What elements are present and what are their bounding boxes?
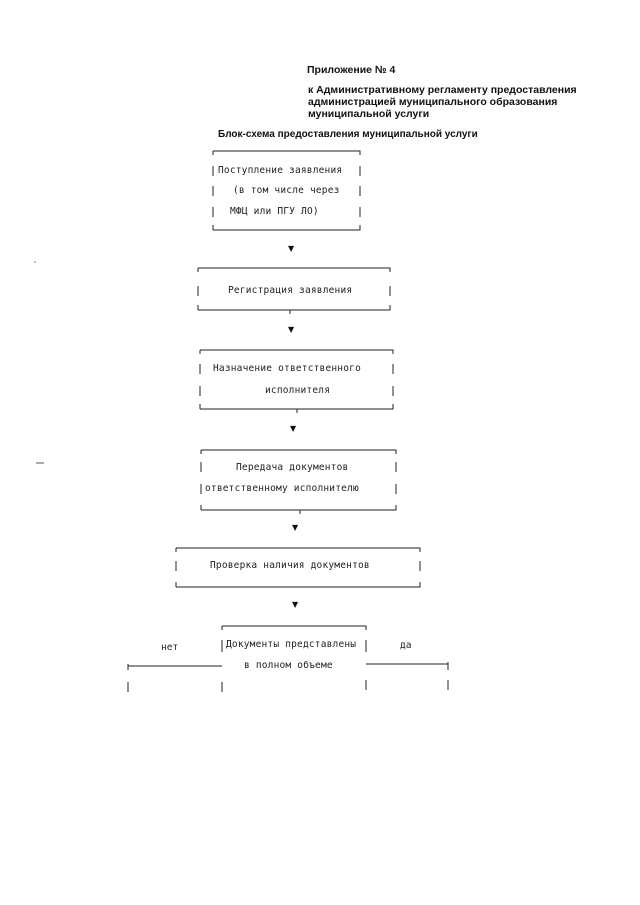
regulation-line-1: к Административному регламенту предоставления [308, 84, 577, 96]
step-1-line-3: МФЦ или ПГУ ЛО) [230, 206, 319, 217]
step-3-line-1: Назначение ответственного [213, 363, 361, 374]
branch-yes-line [366, 662, 448, 690]
arrow-down-icon: ▼ [290, 424, 297, 433]
scheme-title: Блок-схема предоставления муниципальной услуги [218, 129, 478, 140]
branch-no-line [128, 664, 222, 692]
box-4-frame [201, 450, 396, 510]
arrow-down-icon: ▼ [288, 244, 295, 253]
regulation-line-3: муниципальной услуги [308, 108, 430, 120]
step-6-line-1: Документы представлены [226, 639, 357, 650]
branch-no-label: нет [161, 642, 179, 653]
step-6-line-2: в полном объеме [244, 660, 333, 671]
step-4-line-2: ответственному исполнителю [205, 483, 359, 494]
step-4-line-1: Передача документов [236, 462, 349, 473]
arrow-down-icon: ▼ [288, 325, 295, 334]
step-1-line-2: (в том числе через [233, 185, 340, 196]
arrow-down-icon: ▼ [292, 523, 299, 532]
appendix-number: Приложение № 4 [307, 64, 396, 76]
branch-yes-label: да [400, 640, 412, 651]
box-3-frame [200, 350, 393, 409]
step-2-line-1: Регистрация заявления [228, 285, 353, 296]
arrow-down-icon: ▼ [292, 600, 299, 609]
step-3-line-2: исполнителя [265, 385, 331, 396]
step-5-line-1: Проверка наличия документов [210, 560, 370, 571]
regulation-line-2: администрацией муниципального образования [308, 96, 558, 108]
step-1-line-1: Поступление заявления [218, 165, 343, 176]
